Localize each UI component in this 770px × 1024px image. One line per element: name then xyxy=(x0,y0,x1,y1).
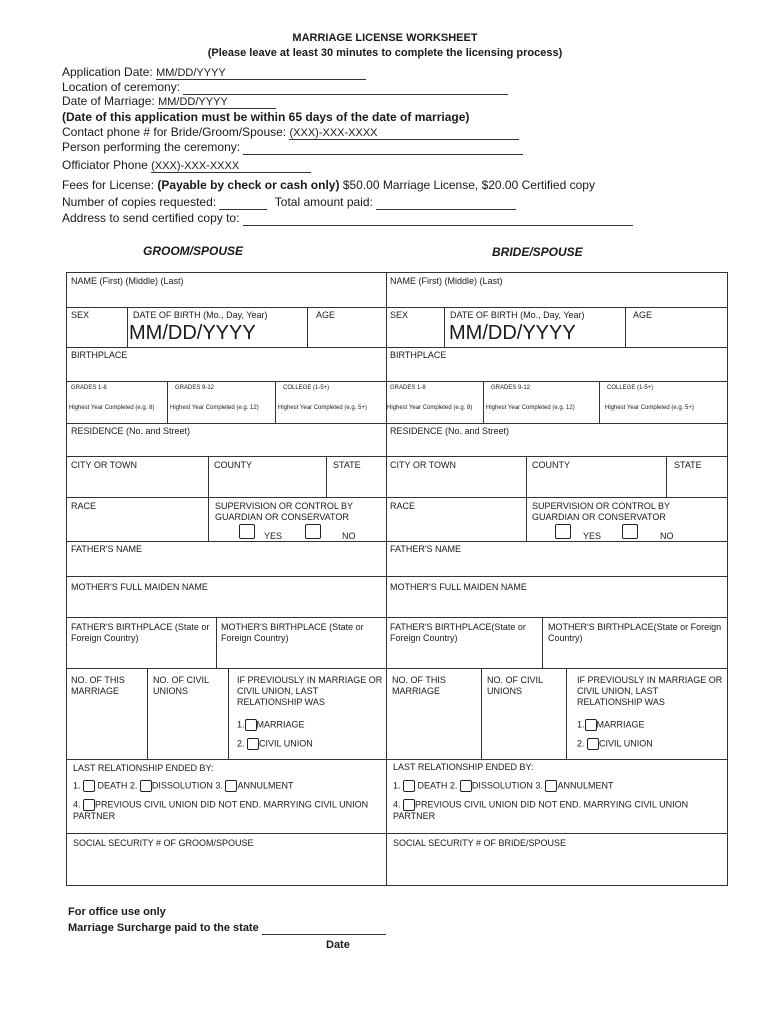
bride-grades-1-8: GRADES 1-8 xyxy=(390,385,426,391)
bride-hy-9-12: Highest Year Completed (e.g. 12) xyxy=(486,405,575,411)
rule xyxy=(275,381,276,423)
groom-college: COLLEGE (1-5+) xyxy=(283,385,330,391)
copies-row xyxy=(62,195,516,210)
bride-supervision-no-checkbox[interactable] xyxy=(622,524,638,539)
bride-city-label: CITY OR TOWN xyxy=(390,460,457,470)
groom-end-4: 4. xyxy=(73,799,81,810)
bride-last-marriage-checkbox[interactable] xyxy=(585,719,597,731)
groom-state-label: STATE xyxy=(333,460,361,470)
rule xyxy=(67,381,727,382)
rule xyxy=(566,668,567,759)
license-form-grid xyxy=(66,272,728,886)
office-date-label: Date xyxy=(326,939,350,951)
groom-mothers-birthplace-label: MOTHER'S BIRTHPLACE (State or Foreign Country) xyxy=(221,622,364,643)
groom-death-label: DEATH 2. xyxy=(97,780,138,791)
surcharge-field[interactable] xyxy=(262,922,386,935)
rule xyxy=(67,541,727,542)
groom-name-label: NAME (First) (Middle) (Last) xyxy=(71,276,184,286)
groom-last-ended-label: LAST RELATIONSHIP ENDED BY: xyxy=(73,763,214,773)
within-65-note-text: (Date of this application must be within 65 days of the date of marriage) xyxy=(62,110,470,124)
application-date-field[interactable] xyxy=(156,65,366,80)
groom-annulment-label: ANNULMENT xyxy=(237,780,294,791)
officiator-phone-row xyxy=(62,158,311,173)
rule xyxy=(599,381,600,423)
rule xyxy=(208,456,209,497)
copies-label: Number of copies requested: xyxy=(62,195,217,209)
groom-yes-label: YES xyxy=(264,531,283,541)
groom-grades-1-8: GRADES 1-8 xyxy=(71,385,107,391)
groom-if-previously-label: IF PREVIOUSLY IN MARRIAGE OR CIVIL UNION, LAST RELATIONSHIP WAS xyxy=(237,675,383,707)
groom-last-marriage-checkbox[interactable] xyxy=(245,719,257,731)
bride-guardian-label: GUARDIAN OR CONSERVATOR xyxy=(532,512,666,522)
rule xyxy=(666,456,667,497)
groom-residence-label: RESIDENCE (No. and Street) xyxy=(71,426,191,436)
contact-phone-field[interactable] xyxy=(289,125,519,140)
groom-no-civil-unions-label: NO. OF CIVIL UNIONS xyxy=(153,675,209,696)
rule xyxy=(526,456,527,497)
bride-opt-civil xyxy=(577,738,653,750)
bride-hy-1-8: Highest Year Completed (e.g. 8) xyxy=(387,405,473,411)
surcharge-row xyxy=(68,922,386,935)
rule xyxy=(67,668,727,669)
center-divider xyxy=(386,273,387,885)
fees-row xyxy=(62,178,595,192)
groom-birthplace-label: BIRTHPLACE xyxy=(71,350,128,360)
groom-opt-civil-num: 2. xyxy=(237,738,245,749)
groom-county-label: COUNTY xyxy=(214,460,252,470)
bride-hy-college: Highest Year Completed (e.g. 5+) xyxy=(605,405,694,411)
rule xyxy=(167,381,168,423)
groom-prev-civil xyxy=(73,799,385,822)
total-field[interactable] xyxy=(376,195,516,210)
groom-dissolution-checkbox[interactable] xyxy=(140,780,152,792)
rule xyxy=(67,347,727,348)
groom-dob-label: DATE OF BIRTH (Mo., Day, Year) xyxy=(133,310,268,320)
bride-fathers-name-label: FATHER'S NAME xyxy=(390,544,462,554)
bride-yes-label: YES xyxy=(583,531,602,541)
bride-column-title: BRIDE/SPOUSE xyxy=(492,245,583,259)
groom-race-label: RACE xyxy=(71,501,97,511)
bride-last-civil-union-checkbox[interactable] xyxy=(587,738,599,750)
groom-prev-civil-checkbox[interactable] xyxy=(83,799,95,811)
groom-sex-label: SEX xyxy=(71,310,90,320)
date-of-marriage-label: Date of Marriage: xyxy=(62,94,155,108)
bride-residence-label: RESIDENCE (No. and Street) xyxy=(390,426,510,436)
bride-end-1: 1. xyxy=(393,780,401,791)
bride-grades-9-12: GRADES 9-12 xyxy=(491,385,531,391)
rule xyxy=(67,497,727,498)
groom-grades-9-12: GRADES 9-12 xyxy=(175,385,215,391)
bride-last-ended-label: LAST RELATIONSHIP ENDED BY: xyxy=(393,762,534,772)
rule xyxy=(67,833,727,834)
groom-last-civil-union-checkbox[interactable] xyxy=(247,738,259,750)
rule xyxy=(67,456,727,457)
bride-supervision-yes-checkbox[interactable] xyxy=(555,524,571,539)
person-performing-row xyxy=(62,140,523,155)
rule xyxy=(67,423,727,424)
rule xyxy=(444,307,445,347)
location-label: Location of ceremony: xyxy=(62,80,181,94)
person-performing-label: Person performing the ceremony: xyxy=(62,140,241,154)
groom-hy-9-12: Highest Year Completed (e.g. 12) xyxy=(170,405,259,411)
date-of-marriage-field[interactable] xyxy=(158,94,276,109)
groom-hy-1-8: Highest Year Completed (e.g. 8) xyxy=(69,405,155,411)
groom-city-label: CITY OR TOWN xyxy=(71,460,138,470)
location-field[interactable] xyxy=(183,80,508,95)
fees-amount: $50.00 Marriage License, $20.00 Certified copy xyxy=(342,178,595,192)
groom-ended-options xyxy=(73,780,293,792)
groom-fathers-birthplace-label: FATHER'S BIRTHPLACE (State or Foreign Country) xyxy=(71,622,210,643)
rule xyxy=(67,759,727,760)
rule xyxy=(625,307,626,347)
contact-phone-value: (XXX)-XXX-XXXX xyxy=(289,127,378,139)
bride-county-label: COUNTY xyxy=(532,460,570,470)
rule xyxy=(147,668,148,759)
groom-opt-marriage-text: MARRIAGE xyxy=(256,719,305,730)
location-row xyxy=(62,80,508,95)
groom-opt-marriage xyxy=(237,719,305,731)
groom-age-label: AGE xyxy=(316,310,336,320)
surcharge-label: Marriage Surcharge paid to the state xyxy=(68,922,259,934)
bride-opt-civil-num: 2. xyxy=(577,738,585,749)
bride-opt-marriage-text: MARRIAGE xyxy=(596,719,645,730)
groom-supervision-no-checkbox[interactable] xyxy=(305,524,321,539)
groom-column-title: GROOM/SPOUSE xyxy=(143,244,244,258)
groom-dissolution-label: DISSOLUTION 3. xyxy=(151,780,223,791)
bride-birthplace-label: BIRTHPLACE xyxy=(390,350,447,360)
bride-sex-label: SEX xyxy=(390,310,409,320)
rule xyxy=(67,576,727,577)
bride-age-label: AGE xyxy=(633,310,653,320)
bride-if-previously-label: IF PREVIOUSLY IN MARRIAGE OR CIVIL UNION, LAST RELATIONSHIP WAS xyxy=(577,675,723,707)
groom-guardian-label: GUARDIAN OR CONSERVATOR xyxy=(215,512,349,522)
groom-ssn-label: SOCIAL SECURITY # OF GROOM/SPOUSE xyxy=(73,838,254,848)
bride-end-4: 4. xyxy=(393,799,401,810)
date-of-marriage-row xyxy=(62,94,276,109)
officiator-phone-label: Officiator Phone xyxy=(62,158,148,172)
bride-no-label: NO xyxy=(660,531,674,541)
bride-college: COLLEGE (1-5+) xyxy=(607,385,654,391)
fees-payable: (Payable by check or cash only) xyxy=(157,178,340,192)
rule xyxy=(216,617,217,668)
groom-hy-college: Highest Year Completed (e.g. 5+) xyxy=(278,405,367,411)
rule xyxy=(542,617,543,668)
bride-annulment-checkbox[interactable] xyxy=(545,780,557,792)
bride-mothers-maiden-label: MOTHER'S FULL MAIDEN NAME xyxy=(390,582,527,592)
rule xyxy=(326,456,327,497)
groom-end-1: 1. xyxy=(73,780,81,791)
groom-annulment-checkbox[interactable] xyxy=(225,780,237,792)
bride-mothers-birthplace-label: MOTHER'S BIRTHPLACE(State or Foreign Country) xyxy=(548,622,722,643)
rule xyxy=(67,307,727,308)
bride-state-label: STATE xyxy=(674,460,702,470)
bride-opt-marriage xyxy=(577,719,645,731)
rule xyxy=(483,381,484,423)
bride-prev-civil-checkbox[interactable] xyxy=(403,799,415,811)
groom-dob-value[interactable]: MM/DD/YYYY xyxy=(129,322,256,344)
groom-opt-marriage-num: 1. xyxy=(237,719,245,730)
bride-dissolution-checkbox[interactable] xyxy=(460,780,472,792)
bride-prev-civil xyxy=(393,799,711,822)
bride-race-label: RACE xyxy=(390,501,416,511)
office-use-title: For office use only xyxy=(68,906,166,918)
bride-opt-marriage-num: 1. xyxy=(577,719,585,730)
rule xyxy=(307,307,308,347)
bride-no-this-marriage-label: NO. OF THIS MARRIAGE xyxy=(392,675,446,696)
groom-supervision-label: SUPERVISION OR CONTROL BY xyxy=(215,501,354,511)
address-label: Address to send certified copy to: xyxy=(62,211,240,225)
application-date-value: MM/DD/YYYY xyxy=(156,67,226,79)
groom-fathers-name-label: FATHER'S NAME xyxy=(71,544,143,554)
bride-no-civil-unions-label: NO. OF CIVIL UNIONS xyxy=(487,675,543,696)
rule xyxy=(67,617,727,618)
bride-opt-civil-text: CIVIL UNION xyxy=(599,738,653,749)
groom-prev-civil-text: PREVIOUS CIVIL UNION DID NOT END. MARRYING CIVIL UNION PARTNER xyxy=(73,799,369,821)
groom-opt-civil-text: CIVIL UNION xyxy=(259,738,313,749)
officiator-phone-field[interactable] xyxy=(151,158,311,173)
bride-fathers-birthplace-label: FATHER'S BIRTHPLACE(State or Foreign Country) xyxy=(390,622,526,643)
copies-field[interactable] xyxy=(219,195,267,210)
bride-supervision-label: SUPERVISION OR CONTROL BY xyxy=(532,501,671,511)
bride-death-checkbox[interactable] xyxy=(403,780,415,792)
groom-mothers-maiden-label: MOTHER'S FULL MAIDEN NAME xyxy=(71,582,208,592)
groom-death-checkbox[interactable] xyxy=(83,780,95,792)
worksheet-title: MARRIAGE LICENSE WORKSHEET xyxy=(292,32,478,44)
bride-annulment-label: ANNULMENT xyxy=(557,780,614,791)
address-row xyxy=(62,211,633,226)
bride-prev-civil-text: PREVIOUS CIVIL UNION DID NOT END. MARRYING CIVIL UNION PARTNER xyxy=(393,799,689,821)
rule xyxy=(526,497,527,541)
address-field[interactable] xyxy=(243,211,633,226)
bride-dob-label: DATE OF BIRTH (Mo., Day, Year) xyxy=(450,310,585,320)
groom-no-label: NO xyxy=(342,531,356,541)
total-label: Total amount paid: xyxy=(274,195,373,209)
worksheet-subtitle: (Please leave at least 30 minutes to complete the licensing process) xyxy=(207,47,563,59)
within-65-note xyxy=(62,110,469,124)
officiator-phone-value: (XXX)-XXX-XXXX xyxy=(151,160,240,172)
rule xyxy=(127,307,128,347)
contact-phone-row xyxy=(62,125,519,140)
bride-ended-options xyxy=(393,780,613,792)
fees-label: Fees for License: xyxy=(62,178,155,192)
rule xyxy=(481,668,482,759)
groom-supervision-yes-checkbox[interactable] xyxy=(239,524,255,539)
bride-ssn-label: SOCIAL SECURITY # OF BRIDE/SPOUSE xyxy=(393,838,567,848)
bride-death-label: DEATH 2. xyxy=(417,780,458,791)
contact-phone-label: Contact phone # for Bride/Groom/Spouse: xyxy=(62,125,287,139)
person-performing-field[interactable] xyxy=(243,140,523,155)
bride-dob-value[interactable]: MM/DD/YYYY xyxy=(449,322,576,344)
bride-dissolution-label: DISSOLUTION 3. xyxy=(471,780,543,791)
groom-opt-civil xyxy=(237,738,313,750)
rule xyxy=(228,668,229,759)
date-of-marriage-value: MM/DD/YYYY xyxy=(158,96,228,108)
rule xyxy=(208,497,209,541)
application-date-label: Application Date: xyxy=(62,65,153,79)
application-date-row xyxy=(62,65,366,80)
groom-no-this-marriage-label: NO. OF THIS MARRIAGE xyxy=(71,675,125,696)
bride-name-label: NAME (First) (Middle) (Last) xyxy=(390,276,503,286)
